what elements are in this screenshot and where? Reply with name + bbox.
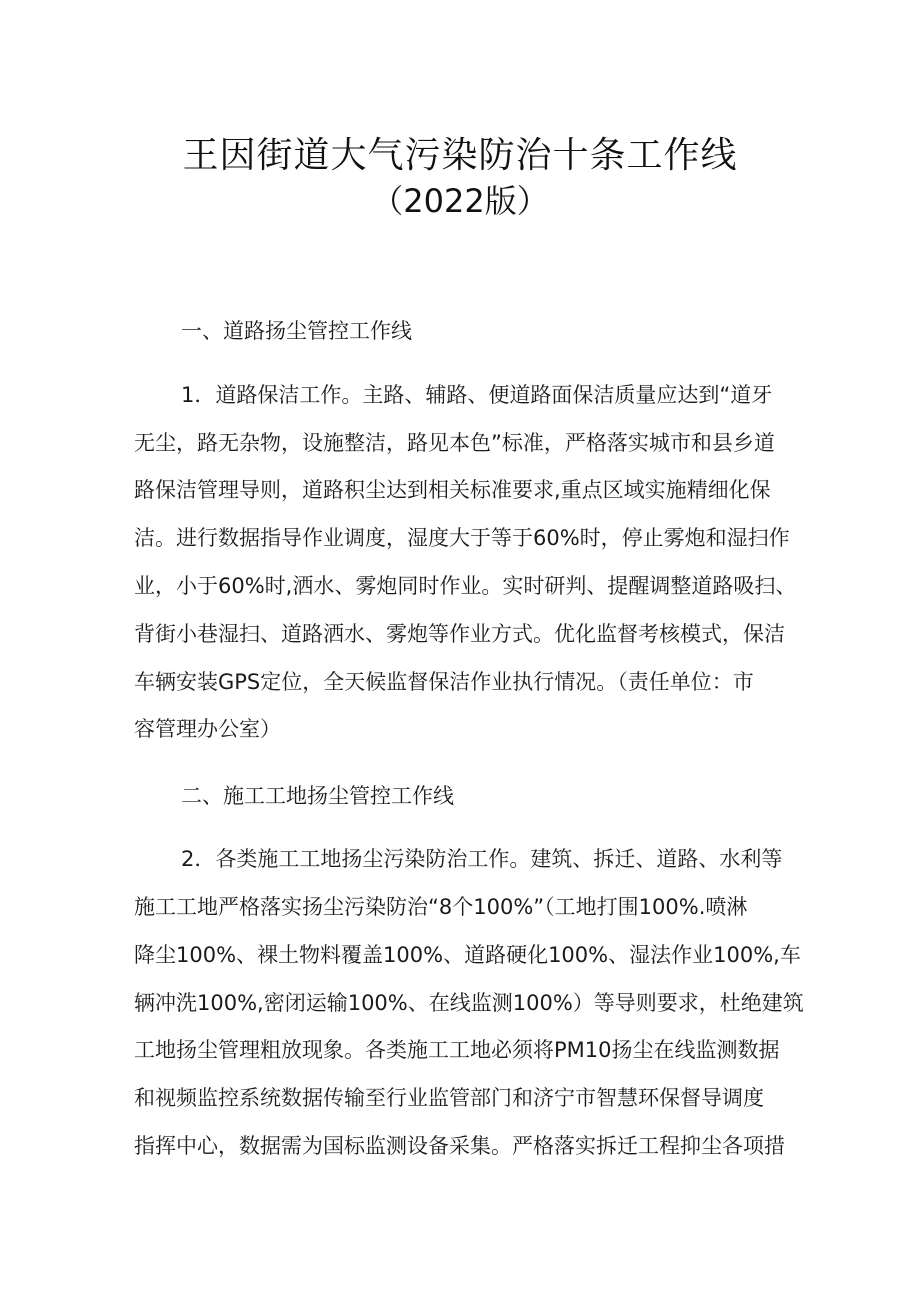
paragraph-line: 容管理办公室） — [134, 717, 281, 741]
document-title: 王因街道大气污染防治十条工作线 — [182, 135, 738, 176]
paragraph-line: 车辆安装GPS定位，全天候监督保洁作业执行情况。（责任单位：市 — [134, 670, 754, 694]
paragraph-line: 业，小于60%时,洒水、雾炮同时作业。实时研判、提醒调整道路吸扫、 — [134, 574, 797, 598]
paragraph-line: 辆冲洗100%,密闭运输100%、在线监测100%）等导则要求，杜绝建筑 — [134, 991, 804, 1015]
paragraph-line: 背街小巷湿扫、道路洒水、雾炮等作业方式。优化监督考核模式，保洁 — [134, 622, 785, 646]
paragraph-line: 工地扬尘管理粗放现象。各类施工工地必须将PM10扬尘在线监测数据 — [134, 1038, 780, 1062]
paragraph-line: 洁。进行数据指导作业调度，湿度大于等于60%时，停止雾炮和湿扫作 — [134, 526, 790, 550]
paragraph-line: 2．各类施工工地扬尘污染防治工作。建筑、拆迁、道路、水利等 — [181, 847, 783, 871]
paragraph-line: 指挥中心，数据需为国标监测设备采集。严格落实拆迁工程抑尘各项措 — [134, 1134, 785, 1158]
paragraph-line: 路保洁管理导则，道路积尘达到相关标准要求,重点区域实施精细化保 — [134, 478, 771, 502]
paragraph-line: 施工工地严格落实扬尘污染防治“8个100%”（工地打围100%.喷淋 — [134, 895, 748, 919]
paragraph-line: 和视频监控系统数据传输至行业监管部门和济宁市智慧环保督导调度 — [134, 1086, 764, 1110]
section-heading: 一、道路扬尘管控工作线 — [181, 319, 412, 343]
document-subtitle: （2022版） — [371, 182, 549, 220]
paragraph-line: 1．道路保洁工作。主路、辅路、便道路面保洁质量应达到“道牙 — [181, 383, 773, 407]
section-heading: 二、施工工地扬尘管控工作线 — [181, 784, 454, 808]
paragraph-line: 降尘100%、裸土物料覆盖100%、道路硬化100%、湿法作业100%,车 — [134, 943, 801, 967]
paragraph-line: 无尘，路无杂物，设施整洁，路见本色”标准，严格落实城市和县乡道 — [134, 431, 775, 455]
